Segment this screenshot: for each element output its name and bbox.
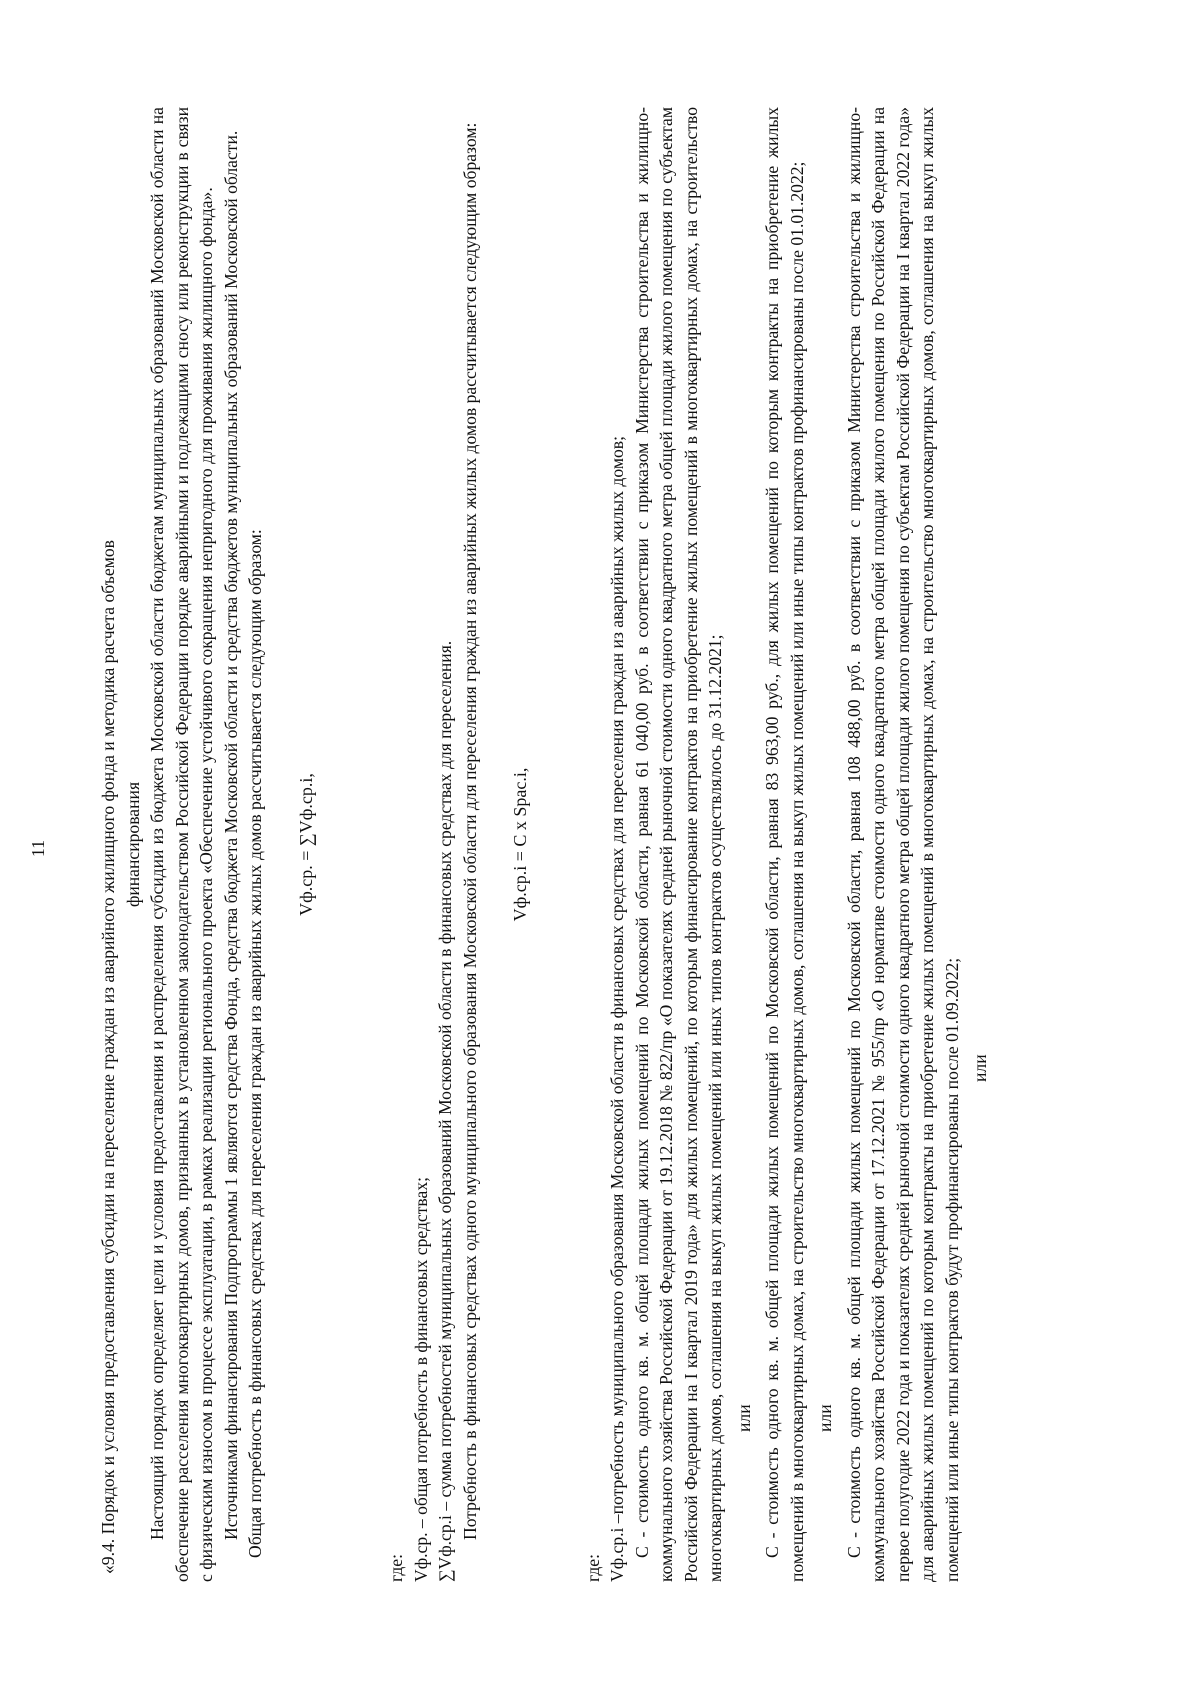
page-number: 11: [28, 839, 48, 858]
or-separator: или: [733, 1404, 754, 1432]
or-separator: или: [815, 1404, 835, 1432]
paragraph-total-need: Общая потребность в финансовых средствах для переселения граждан из аварийных жилых домов рассчитывается следующим образом:: [245, 529, 265, 1558]
section-title: «9.4. Порядок и условия предоставления субсидии на переселение граждан из аварийного жилищного фонда и методика расчета объемов: [98, 540, 118, 1574]
cost-definition-3: C - стоимость одного кв. м. общей площади жилых помещений по Московской области, равная 108 488,00 руб. в соответствии с приказом Министерства строительства и жилищно-коммунального хозяйства Российской Федерации от 17.12.2021 № 955/пр «О нормативе стоимости одного квадратного метра общей площади жилого помещения по Российской Федерации на первое полугодие 2022 года и показателях средней рыночной стоимости одного квадратного метра общей площади жилого помещения по субъектам Российской Федерации на I квартал 2022 года» для аварийных жилых помещений по которым контракты на приобретение жилых помещений в многоквартирных домах, на строительство многоквартирных домов, соглашения на выкуп жилых помещений или иные типы контрактов будут профинансированы после 01.09.2022;: [843, 107, 962, 1582]
formula-total: Vф.ср. = ∑Vф.ср.i,: [295, 773, 316, 916]
paragraph-sources: Источниками финансирования Подпрограммы 1 являются средства Фонда, средства бюджета Московской области и средства бюджетов муниципальных образований Московской области.: [220, 130, 241, 1540]
cost-definition-1: C - стоимость одного кв. м. общей площади жилых помещений по Московской области, равная 61 040,00 руб. в соответствии с приказом Министерства строительства и жилищно-коммунального хозяйства Российской Федерации от 19.12.2018 № 822/пр «О показателях средней рыночной стоимости одного квадратного метра общей площади жилого помещения по субъектам Российской Федерации на I квартал 2019 года» для жилых помещений, по которым финансирование контрактов на приобретение жилых помещений в многоквартирных домах, на строительство многоквартирных домов, соглашения на выкуп жилых помещений или иных типов контрактов осуществлялось до 31.12.2021;: [631, 107, 725, 1582]
cost-definition-2: C - стоимость одного кв. м. общей площади жилых помещений по Московской области, равная 83 963,00 руб., для жилых помещений по которым контракты на приобретение жилых помещений в многоквартирных домах, на строительство многоквартирных домов, соглашения на выкуп жилых помещений или иные типы контрактов профинансированы после 01.01.2022;: [762, 107, 807, 1582]
or-separator: или: [970, 1054, 990, 1082]
definition-total-need: Vф.ср. – общая потребность в финансовых средствах;: [410, 1177, 431, 1582]
formula-municipal: Vф.ср.i = C x Spac.i,: [510, 767, 530, 922]
definition-municipal-need: Vф.ср.i –потребность муниципального образования Московской области в финансовых средствах для переселения граждан из аварийных жилых домов;: [607, 436, 627, 1582]
document-body: [96, 107, 993, 1582]
section-title-continuation: финансирования: [122, 781, 143, 908]
definition-sum-needs: ∑Vф.ср.i – сумма потребностей муниципальных образований Московской области в финансовых средствах для переселения.: [435, 640, 455, 1582]
where-label: где:: [582, 1554, 603, 1582]
where-label: где:: [386, 1554, 406, 1582]
paragraph-purpose: Настоящий порядок определяет цели и условия предоставления и распределения субсидии из бюджета Московской области бюджетам муниципальных образований Московской области на обеспечение расселения многоквартирных домов, признанных в установленном законодательством Российской Федерации порядке аварийными и подлежащими сносу или реконструкции в связи с физическим износом в процессе эксплуатации, в рамках реализации регионального проекта «Обеспечение устойчивого сокращения непригодного для проживания жилищного фонда».: [147, 107, 216, 1582]
paragraph-municipal-need: Потребность в финансовых средствах одного муниципального образования Московской области для переселения граждан из аварийных жилых домов рассчитывается следующим образом:: [459, 122, 480, 1540]
